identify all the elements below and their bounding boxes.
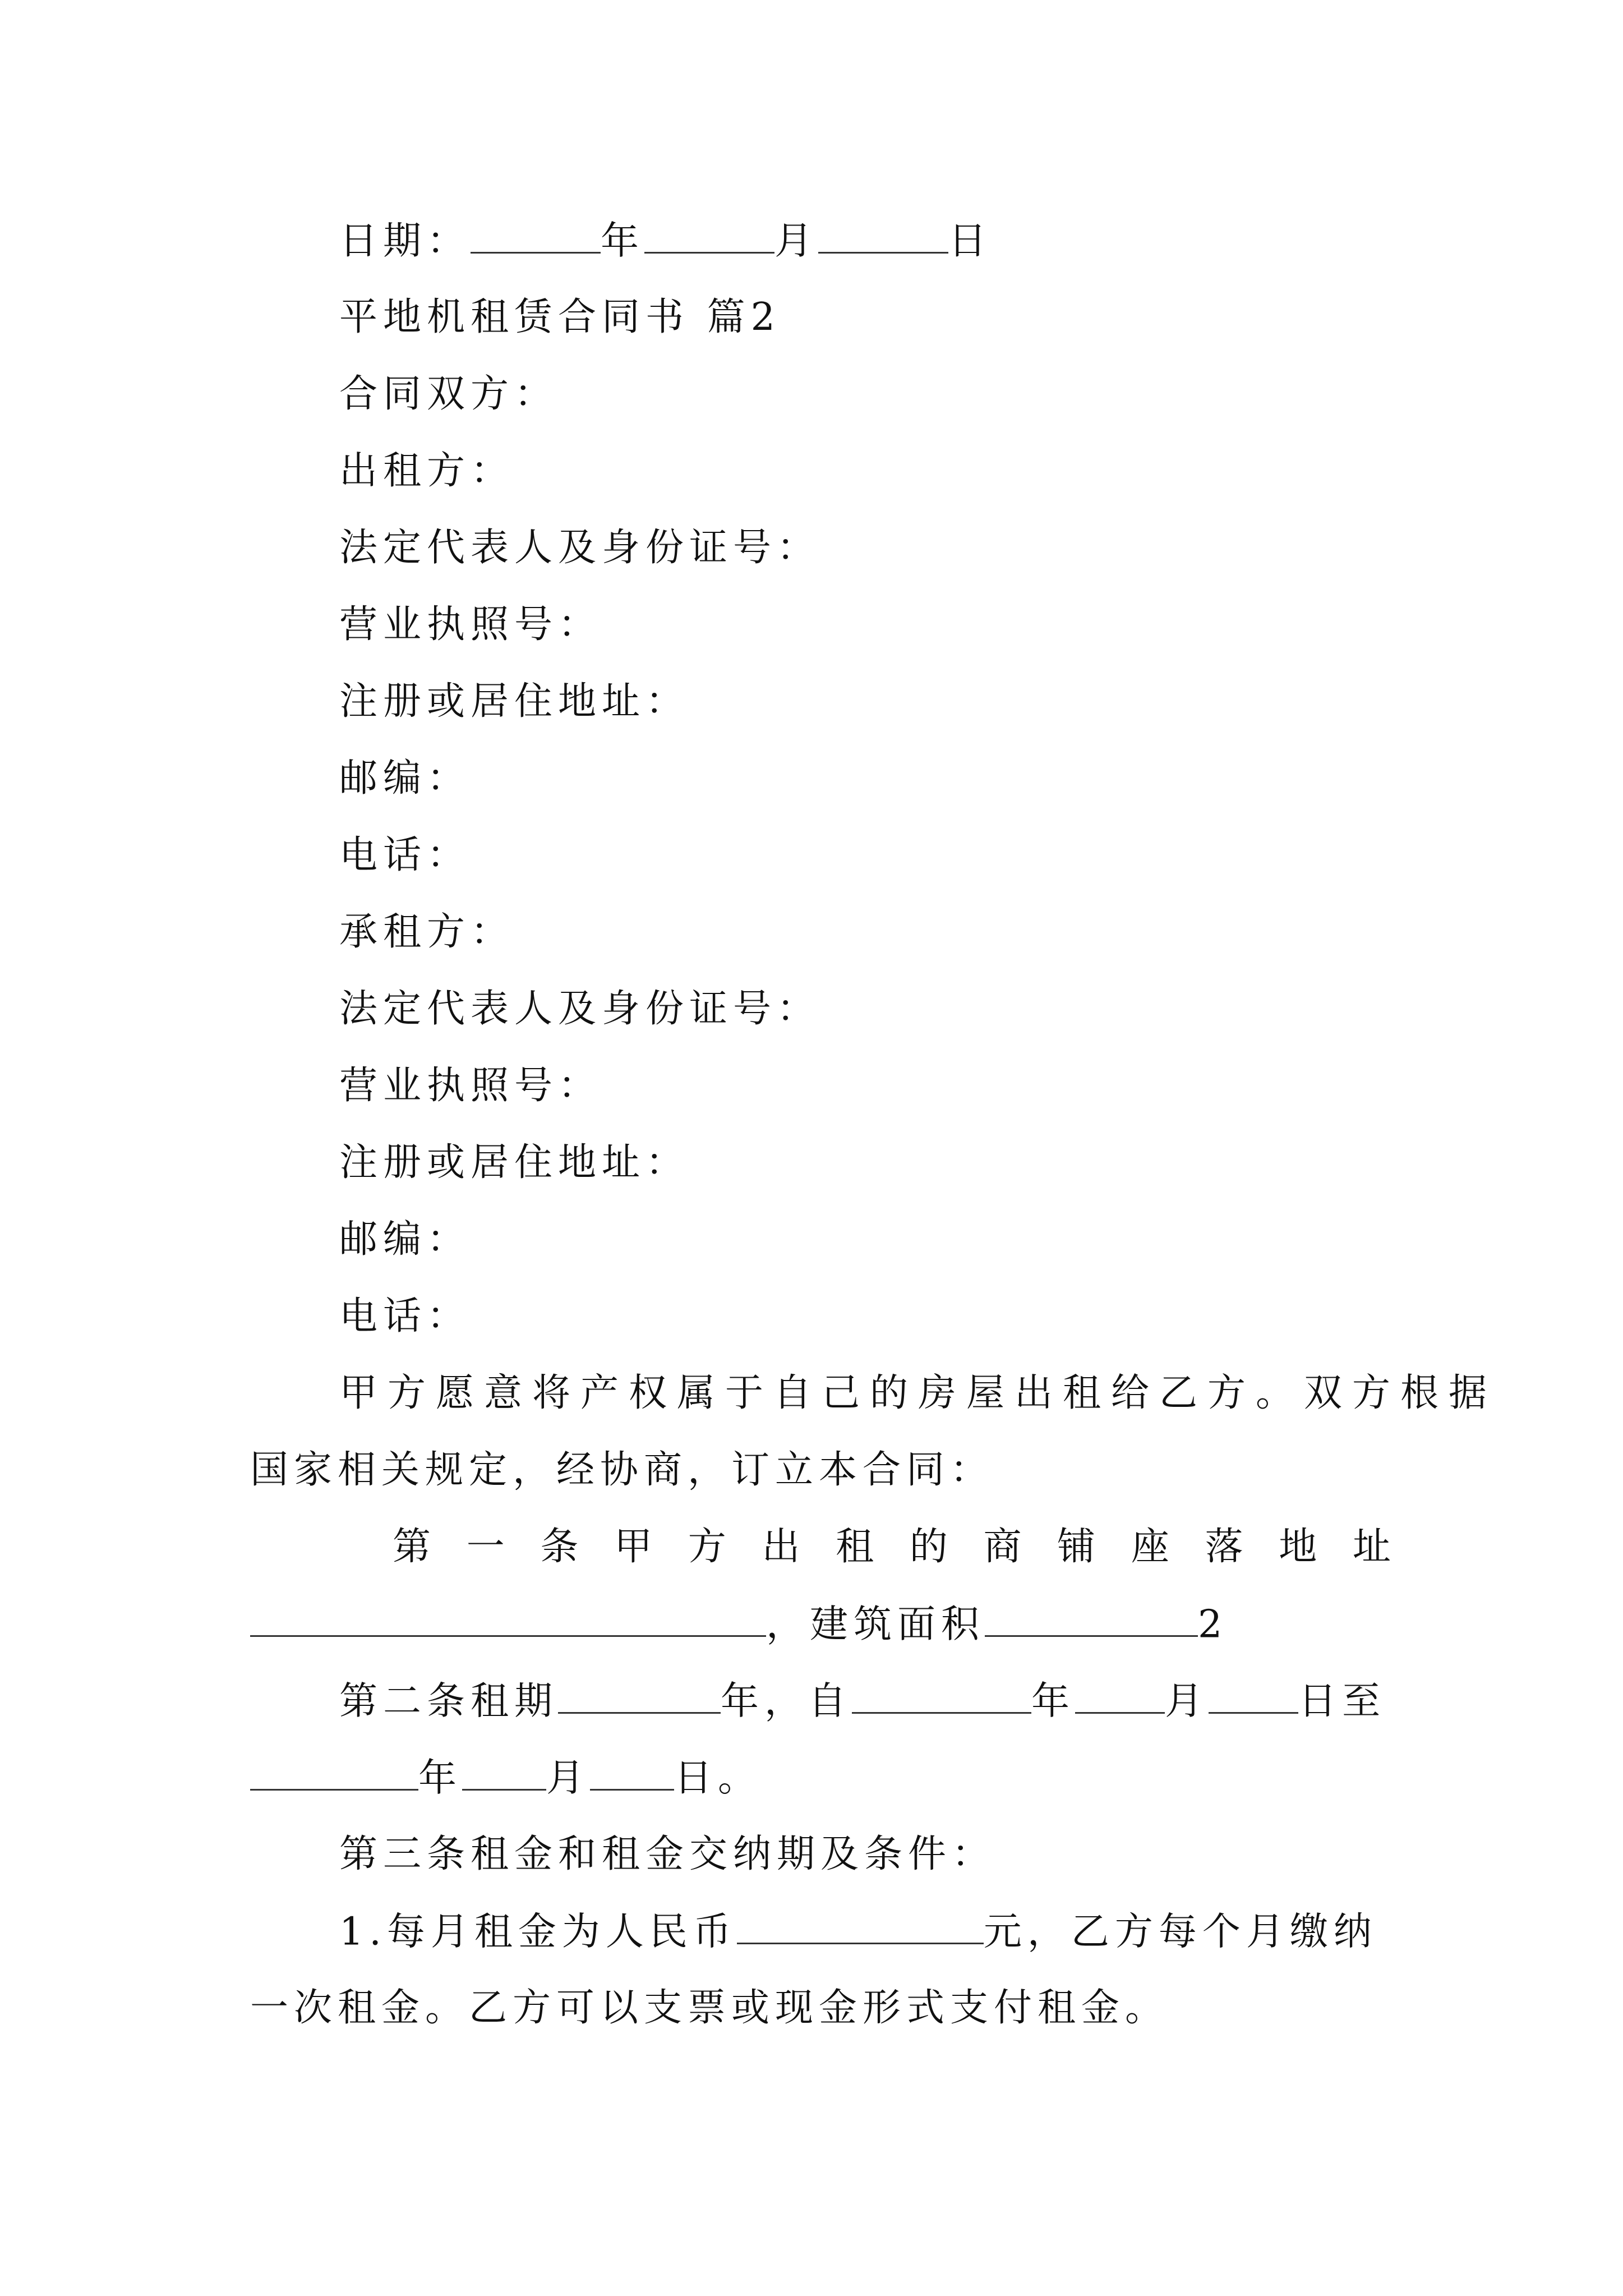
start-day-blank [1209,1682,1298,1714]
day-label: 日 [948,219,993,264]
article1-line-2 [250,1602,1228,1647]
article1-char: 第 [393,1525,431,1569]
rent-amount-blank [737,1912,984,1944]
article1-char: 甲 [614,1525,653,1569]
start-year-blank [852,1682,1031,1714]
article1-char: 方 [688,1525,726,1569]
start-month-blank [1075,1682,1165,1714]
year-blank [471,222,601,254]
article1-char: 条 [540,1525,579,1569]
area-label: ，建筑面积 [766,1602,985,1647]
date-label: 日期： [339,219,471,264]
rent-prefix: 1.每月租金为人民币 [339,1910,737,1954]
article2-year1: 年，自 [721,1679,852,1724]
term-years-blank [558,1682,721,1714]
lessor-postcode: 邮编： [339,756,471,800]
intro-line-1: 甲方愿意将产权属于自己的房屋出租给乙方。双方根据 [339,1371,1497,1415]
article2-line-1 [339,1679,1386,1724]
article1-char: 落 [1205,1525,1243,1569]
lessor-address: 注册或居住地址： [339,679,690,724]
month-label: 月 [774,219,819,264]
article1-line-1 [393,1525,1391,1569]
lessee-license: 营业执照号： [339,1064,602,1108]
lessee-address: 注册或居住地址： [339,1140,690,1185]
article2-month2: 月 [546,1756,591,1801]
address-blank [250,1605,766,1637]
article2-year2: 年 [1031,1679,1076,1724]
year-label: 年 [601,219,645,264]
area-suffix: 2 [1198,1602,1228,1647]
article1-char: 座 [1131,1525,1169,1569]
article2-end: 日。 [674,1756,762,1801]
article1-char: 租 [836,1525,874,1569]
area-blank [985,1605,1198,1637]
end-day-blank [590,1759,674,1791]
article2-prefix: 第二条租期 [339,1679,559,1724]
lessor-phone: 电话： [339,833,471,877]
lessee-label: 承租方： [339,910,515,954]
document-title: 平地机租赁合同书 篇2 [339,295,781,339]
end-year-blank [250,1759,418,1791]
article2-line-2 [250,1756,762,1801]
article3-item1-line-1 [339,1910,1377,1954]
lessee-legal-rep: 法定代表人及身份证号： [339,987,821,1031]
article1-char: 商 [983,1525,1022,1569]
article2-day-to: 日至 [1298,1679,1386,1724]
article1-char: 一 [466,1525,505,1569]
article2-month1: 月 [1165,1679,1209,1724]
date-line [339,219,993,264]
intro-line-2: 国家相关规定，经协商，订立本合同： [250,1448,994,1492]
lessee-phone: 电话： [339,1294,471,1338]
lessor-label: 出租方： [339,449,515,493]
article3-item1-line-2: 一次租金。乙方可以支票或现金形式支付租金。 [250,1986,1169,2030]
article1-char: 地 [1279,1525,1317,1569]
lessee-postcode: 邮编： [339,1217,471,1262]
lessor-legal-rep: 法定代表人及身份证号： [339,526,821,570]
rent-suffix: 元，乙方每个月缴纳 [983,1910,1377,1954]
article1-char: 出 [762,1525,800,1569]
article1-char: 址 [1352,1525,1391,1569]
day-blank [818,222,948,254]
end-month-blank [462,1759,546,1791]
article1-char: 铺 [1057,1525,1096,1569]
month-blank [644,222,774,254]
article3-heading: 第三条租金和租金交纳期及条件： [339,1832,996,1876]
parties-heading: 合同双方： [339,372,559,416]
article2-year3: 年 [418,1756,463,1801]
article1-char: 的 [909,1525,948,1569]
lessor-license: 营业执照号： [339,602,602,647]
